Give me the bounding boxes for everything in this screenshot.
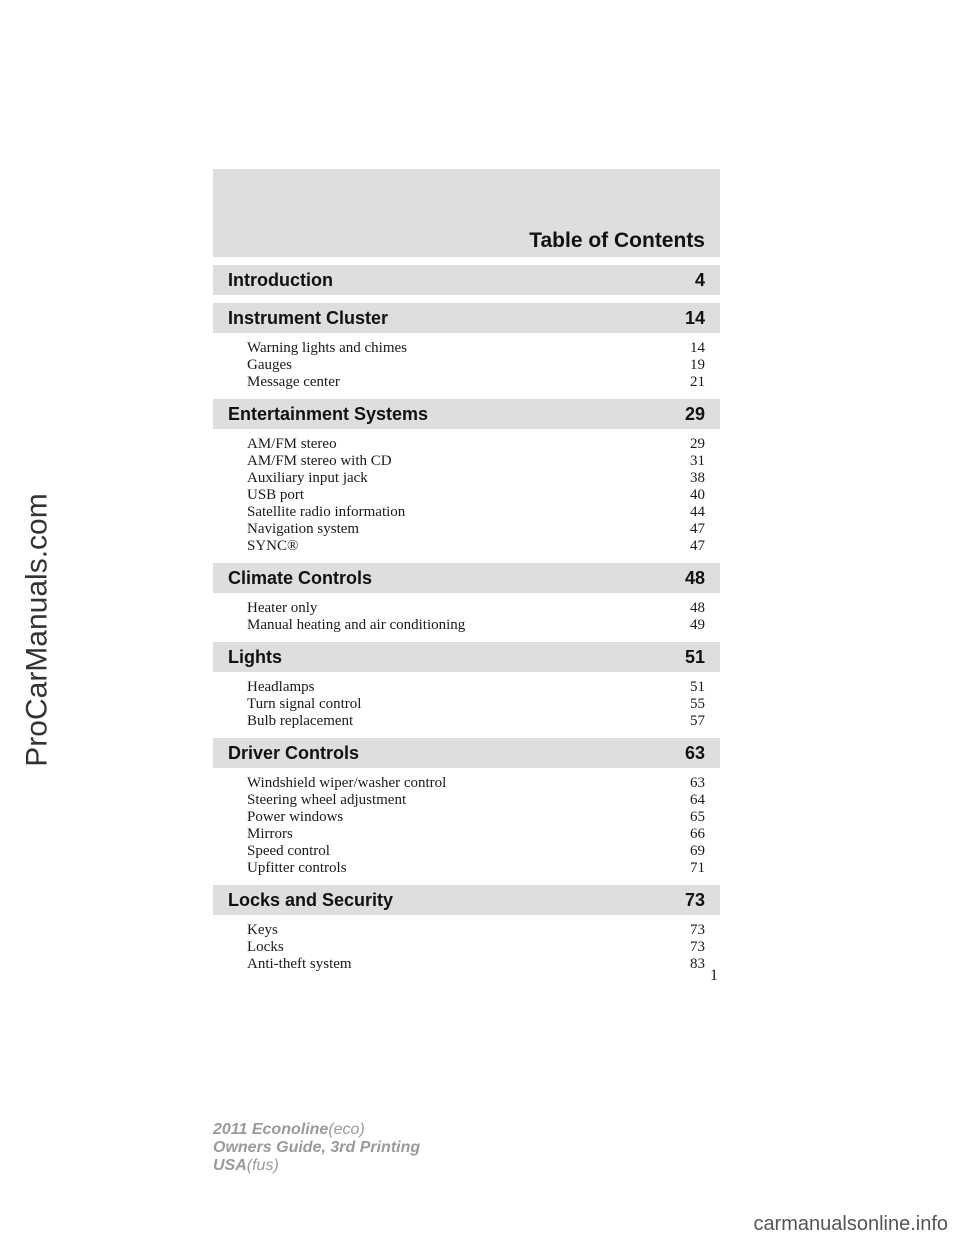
toc-entry[interactable] [247, 860, 705, 877]
entry-label: Turn signal control [247, 696, 362, 712]
entry-label: Mirrors [247, 826, 293, 842]
toc-sections [213, 265, 720, 973]
toc-entry[interactable] [247, 775, 705, 792]
toc-entry[interactable] [247, 600, 705, 617]
section-items [213, 333, 720, 391]
entry-page: 57 [690, 713, 705, 729]
entry-label: Warning lights and chimes [247, 340, 408, 356]
document-footer [213, 1121, 420, 1175]
section-title: Locks and Security [228, 889, 394, 910]
section-page: 14 [684, 307, 705, 328]
entry-page: 14 [690, 340, 705, 356]
entry-label: Keys [247, 922, 278, 938]
entry-page: 71 [690, 860, 705, 876]
section-title: Driver Controls [228, 742, 360, 763]
toc-entry[interactable] [247, 340, 705, 357]
section-heading[interactable] [213, 399, 720, 429]
entry-page: 55 [690, 696, 705, 712]
entry-page: 31 [690, 453, 705, 469]
page-number: 1 [710, 967, 718, 984]
entry-label: Manual heating and air conditioning [247, 617, 466, 633]
toc-entry[interactable] [247, 487, 705, 504]
entry-page: 51 [690, 679, 705, 695]
section-items [213, 672, 720, 730]
toc-entry[interactable] [247, 617, 705, 634]
toc-entry[interactable] [247, 453, 705, 470]
toc-section [213, 303, 720, 391]
footer-model: 2011 Econoline [213, 1121, 329, 1138]
entry-label: AM/FM stereo [247, 436, 337, 452]
footer-line-1 [213, 1121, 420, 1139]
section-heading[interactable] [213, 642, 720, 672]
entry-label: Steering wheel adjustment [247, 792, 407, 808]
entry-page: 65 [690, 809, 705, 825]
footer-line-3 [213, 1157, 420, 1175]
entry-label: Auxiliary input jack [247, 470, 368, 486]
toc-entry[interactable] [247, 521, 705, 538]
section-page: 63 [684, 742, 705, 763]
footer-model-code: (eco) [328, 1121, 365, 1138]
section-title: Introduction [228, 269, 333, 290]
entry-label: Navigation system [247, 521, 360, 537]
toc-entry[interactable] [247, 696, 705, 713]
section-title: Entertainment Systems [228, 403, 429, 424]
section-heading[interactable] [213, 563, 720, 593]
toc-entry[interactable] [247, 357, 705, 374]
entry-page: 47 [690, 538, 705, 554]
entry-label: Headlamps [247, 679, 315, 695]
toc-section [213, 265, 720, 295]
toc-entry[interactable] [247, 713, 705, 730]
entry-label: Heater only [247, 600, 318, 616]
section-page: 73 [684, 889, 705, 910]
section-title: Instrument Cluster [228, 307, 389, 328]
entry-label: Locks [247, 939, 284, 955]
section-heading[interactable] [213, 738, 720, 768]
toc-section [213, 563, 720, 634]
footer-line-2 [213, 1139, 420, 1157]
toc-entry[interactable] [247, 679, 705, 696]
entry-page: 73 [690, 939, 705, 955]
footer-market: USA [213, 1157, 247, 1174]
entry-page: 29 [690, 436, 705, 452]
entry-label: Bulb replacement [247, 713, 354, 729]
section-items [213, 915, 720, 973]
toc-entry[interactable] [247, 922, 705, 939]
toc-header [213, 169, 720, 257]
toc-entry[interactable] [247, 436, 705, 453]
toc-entry[interactable] [247, 470, 705, 487]
entry-page: 48 [690, 600, 705, 616]
entry-label: Upfitter controls [247, 860, 347, 876]
site-footer: carmanualsonline.info [753, 1213, 948, 1235]
entry-label: Anti-theft system [247, 956, 352, 972]
entry-label: Message center [247, 374, 340, 390]
watermark [2, 493, 74, 767]
toc-entry[interactable] [247, 843, 705, 860]
section-items [213, 593, 720, 634]
toc-entry[interactable] [247, 939, 705, 956]
watermark-text: ProCarManuals.com [21, 493, 54, 767]
entry-label: Satellite radio information [247, 504, 406, 520]
section-title: Climate Controls [228, 567, 373, 588]
toc-entry[interactable] [247, 538, 705, 555]
entry-label: USB port [247, 487, 305, 503]
entry-page: 47 [690, 521, 705, 537]
section-items [213, 768, 720, 877]
section-heading[interactable] [213, 265, 720, 295]
section-title: Lights [228, 646, 282, 667]
toc-section [213, 885, 720, 973]
entry-label: Speed control [247, 843, 330, 859]
toc-entry[interactable] [247, 956, 705, 973]
section-page: 51 [684, 646, 705, 667]
toc-entry[interactable] [247, 504, 705, 521]
entry-label: AM/FM stereo with CD [247, 453, 392, 469]
section-heading[interactable] [213, 885, 720, 915]
entry-page: 63 [690, 775, 705, 791]
section-page: 29 [684, 403, 705, 424]
entry-page: 19 [690, 357, 705, 373]
entry-page: 49 [690, 617, 705, 633]
page-title: Table of Contents [529, 229, 705, 252]
entry-page: 44 [690, 504, 705, 520]
toc-entry[interactable] [247, 826, 705, 843]
entry-page: 83 [690, 956, 705, 972]
entry-page: 38 [690, 470, 705, 486]
entry-label: Power windows [247, 809, 344, 825]
section-page: 4 [694, 269, 705, 290]
toc-entry[interactable] [247, 809, 705, 826]
entry-page: 73 [690, 922, 705, 938]
toc-entry[interactable] [247, 792, 705, 809]
table-of-contents [213, 169, 720, 973]
entry-page: 21 [690, 374, 705, 390]
toc-section [213, 399, 720, 555]
entry-page: 69 [690, 843, 705, 859]
entry-page: 66 [690, 826, 705, 842]
entry-label: Windshield wiper/washer control [247, 775, 447, 791]
entry-label: Gauges [247, 357, 292, 373]
section-page: 48 [684, 567, 705, 588]
entry-label: SYNC® [247, 538, 299, 554]
toc-entry[interactable] [247, 374, 705, 391]
entry-page: 40 [690, 487, 705, 503]
footer-market-code: (fus) [246, 1157, 279, 1174]
toc-section [213, 738, 720, 877]
footer-printing: Owners Guide, 3rd Printing [213, 1139, 421, 1156]
section-items [213, 429, 720, 555]
section-heading[interactable] [213, 303, 720, 333]
entry-page: 64 [690, 792, 705, 808]
toc-section [213, 642, 720, 730]
